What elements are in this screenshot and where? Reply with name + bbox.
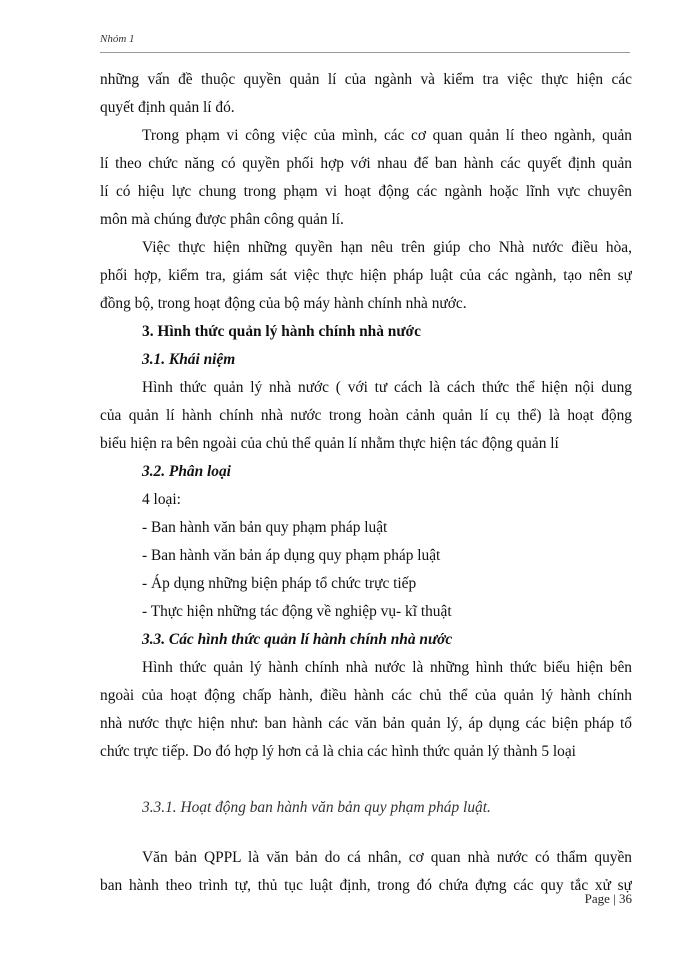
- text-line: phối hợp, kiểm tra, giám sát việc thực hiện pháp luật của các ngành, tạo nên sự: [100, 267, 632, 284]
- text-line: ban hành theo trình tự, thủ tục luật định, trong đó chứa đựng các quy tắc xử sự: [100, 877, 632, 894]
- text-line: chức trực tiếp. Do đó hợp lý hơn cả là chia các hình thức quản lý thành 5 loại: [100, 743, 576, 760]
- subsection-heading: 3.1. Khái niệm: [142, 351, 236, 368]
- text-line: lí có hiệu lực chung trong phạm vi hoạt động các ngành hoặc lĩnh vực chuyên: [100, 183, 632, 200]
- text-line: những vấn đề thuộc quyền quản lí của ngành và kiểm tra việc thực hiện các: [100, 71, 632, 88]
- text-line: môn mà chúng được phân công quản lí.: [100, 211, 344, 228]
- text-line: biểu hiện ra bên ngoài của chủ thể quản lí nhằm thực hiện tác động quản lí: [100, 435, 559, 452]
- text-line: của quản lí hành chính nhà nước trong hoàn cảnh quản lí cụ thể) là hoạt động: [100, 407, 632, 424]
- text-line: Việc thực hiện những quyền hạn nêu trên giúp cho Nhà nước điều hòa,: [142, 239, 632, 256]
- text-line: Văn bản QPPL là văn bản do cá nhân, cơ quan nhà nước có thẩm quyền: [142, 849, 632, 866]
- text-line: quyết định quản lí đó.: [100, 99, 235, 116]
- text-line: Trong phạm vi công việc của mình, các cơ quan quản lí theo ngành, quản: [142, 127, 632, 144]
- list-item: - Ban hành văn bản quy phạm pháp luật: [142, 519, 388, 536]
- text-line: Hình thức quản lý nhà nước ( với tư cách là cách thức thể hiện nội dung: [142, 379, 632, 396]
- subsubsection-heading: 3.3.1. Hoạt động ban hành văn bản quy phạm pháp luật.: [142, 799, 491, 816]
- text-line: lí theo chức năng có quyền phối hợp với nhau để ban hành các quyết định quản: [100, 155, 632, 172]
- text-line: đồng bộ, trong hoạt động của bộ máy hành chính nhà nước.: [100, 295, 467, 312]
- text-line: Hình thức quản lý hành chính nhà nước là những hình thức biểu hiện bên: [142, 659, 632, 676]
- subsection-heading: 3.3. Các hình thức quản lí hành chính nhà nước: [142, 631, 453, 648]
- page-number: Page | 36: [584, 891, 632, 906]
- list-item: - Thực hiện những tác động về nghiệp vụ- kĩ thuật: [142, 603, 452, 620]
- header-rule: [100, 52, 630, 53]
- paragraph-gap: [100, 822, 632, 844]
- text-line: 4 loại:: [142, 491, 181, 508]
- text-line: nhà nước thực hiện như: ban hành các văn bản quản lý, áp dụng các biện pháp tổ: [100, 715, 632, 732]
- document-body: [100, 66, 632, 900]
- section-heading: 3. Hình thức quản lý hành chính nhà nước: [142, 323, 421, 340]
- subsection-heading: 3.2. Phân loại: [142, 463, 231, 480]
- list-item: - Áp dụng những biện pháp tổ chức trực tiếp: [142, 575, 417, 592]
- list-item: - Ban hành văn bản áp dụng quy phạm pháp luật: [142, 547, 441, 564]
- page-header-group: Nhóm 1: [100, 33, 135, 45]
- text-line: ngoài của hoạt động chấp hành, điều hành các chủ thể của quản lý hành chính: [100, 687, 632, 704]
- paragraph-gap: [100, 766, 632, 794]
